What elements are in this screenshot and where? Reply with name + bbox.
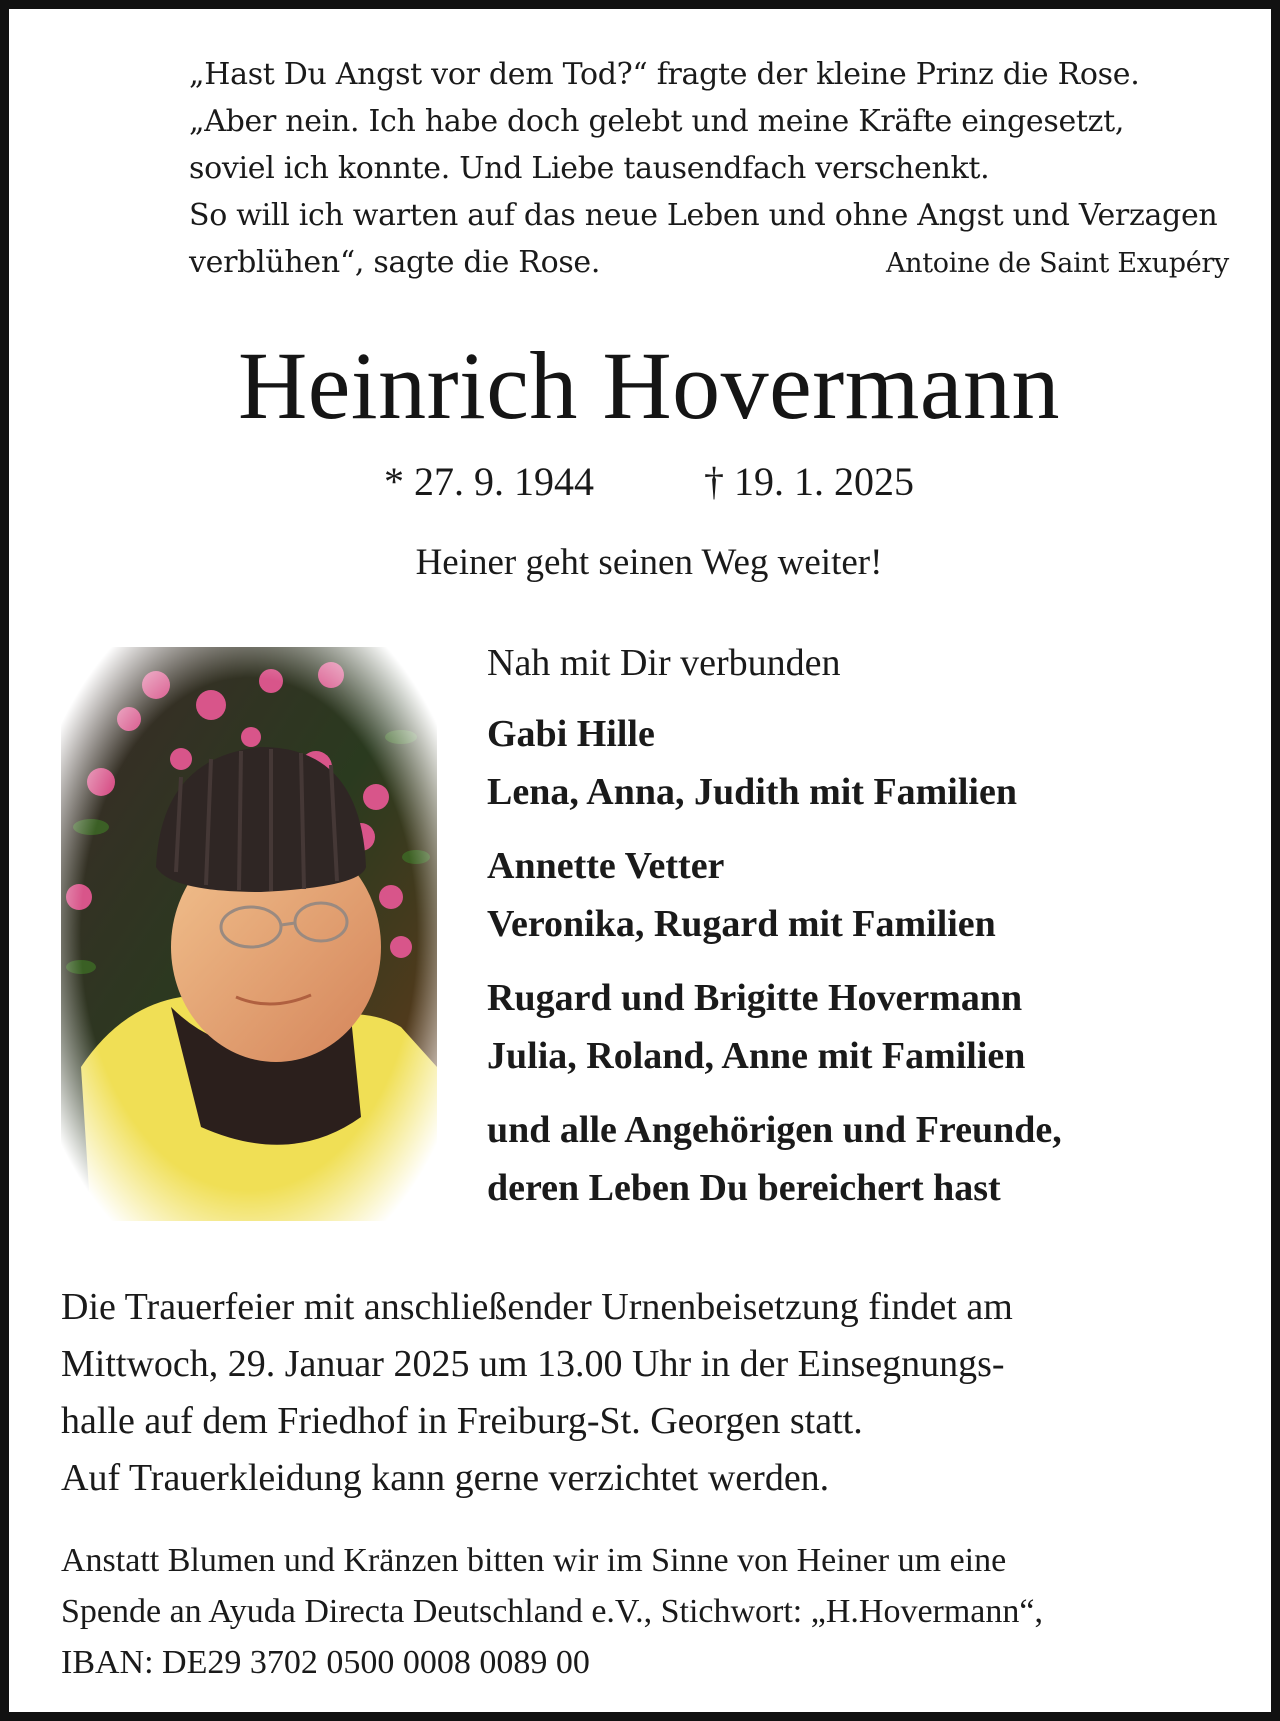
ceremony-line: Mittwoch, 29. Januar 2025 um 13.00 Uhr in der Einsegnungs- — [61, 1343, 1005, 1385]
mourner-line: Annette Vetter — [487, 845, 725, 887]
quote-author: Antoine de Saint Exupéry — [885, 248, 1229, 279]
quote-line: „Hast Du Angst vor dem Tod?“ fragte der kleine Prinz die Rose. — [189, 57, 1140, 92]
mourner-line: Lena, Anna, Judith mit Familien — [487, 771, 1017, 813]
mourners-intro: Nah mit Dir verbunden — [487, 642, 841, 684]
birth-date: * 27. 9. 1944 — [384, 459, 594, 504]
death-date: † 19. 1. 2025 — [704, 459, 914, 504]
donation-iban: IBAN: DE29 3702 0500 0008 0089 00 — [61, 1644, 590, 1681]
quote-line: So will ich warten auf das neue Leben und ohne Angst und Verzagen — [189, 198, 1218, 233]
ceremony-line: halle auf dem Friedhof in Freiburg-St. Georgen statt. — [61, 1400, 863, 1442]
mourner-line: deren Leben Du bereichert hast — [487, 1167, 1001, 1209]
quote-block — [189, 51, 1229, 286]
donation-line: Anstatt Blumen und Kränzen bitten wir im Sinne von Heiner um eine — [61, 1542, 1007, 1579]
mourner-line: Veronika, Rugard mit Familien — [487, 903, 996, 945]
quote-line: verblühen“, sagte die Rose. — [189, 245, 601, 280]
portrait-photo — [61, 647, 437, 1221]
motto: Heiner geht seinen Weg weiter! — [415, 542, 883, 583]
quote-line: „Aber nein. Ich habe doch gelebt und meine Kräfte eingesetzt, — [189, 104, 1125, 139]
mourner-group — [487, 837, 1267, 953]
ceremony-line: Die Trauerfeier mit anschließender Urnenbeisetzung findet am — [61, 1286, 1013, 1328]
quote-last-line — [189, 239, 1229, 286]
mourner-line: Julia, Roland, Anne mit Familien — [487, 1035, 1026, 1077]
mourners-block — [487, 637, 1267, 1233]
mourner-line: Rugard und Brigitte Hovermann — [487, 977, 1023, 1019]
donation-info — [61, 1535, 1251, 1688]
mourner-line: Gabi Hille — [487, 713, 655, 755]
quote-line: soviel ich konnte. Und Liebe tausendfach verschenkt. — [189, 151, 990, 186]
mourner-group — [487, 1101, 1267, 1217]
mourner-line: und alle Angehörigen und Freunde, — [487, 1109, 1062, 1151]
life-dates — [9, 457, 1280, 507]
deceased-name: Heinrich Hovermann — [237, 332, 1061, 439]
mourner-group — [487, 705, 1267, 821]
ceremony-info — [61, 1279, 1251, 1507]
ceremony-line: Auf Trauerkleidung kann gerne verzichtet werden. — [61, 1457, 830, 1499]
donation-line: Spende an Ayuda Directa Deutschland e.V., Stichwort: „H.Hovermann“, — [61, 1593, 1043, 1630]
mourner-group — [487, 969, 1267, 1085]
